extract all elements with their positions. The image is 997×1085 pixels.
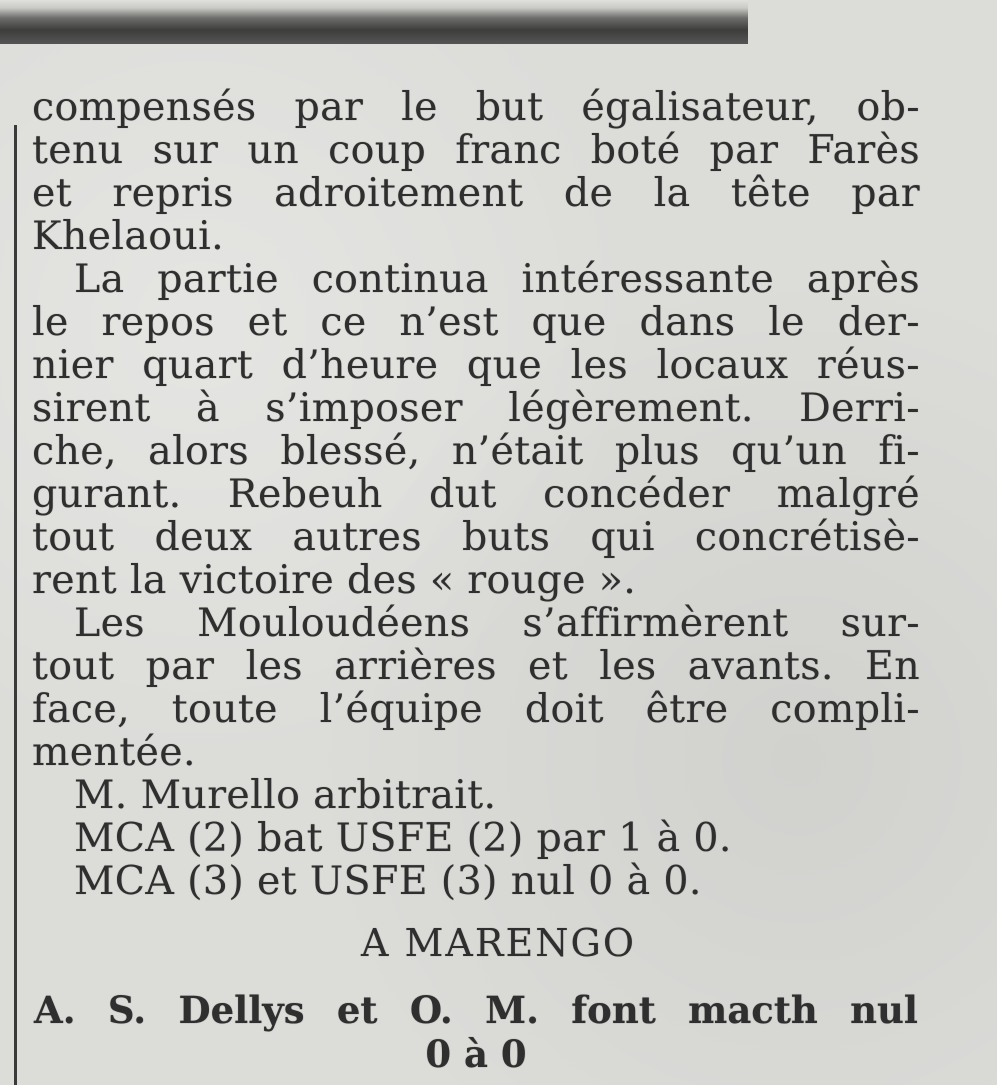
article-line: et repris adroitement de la tête par — [32, 170, 920, 216]
article-body — [32, 86, 920, 903]
article-line: Khelaoui. — [32, 213, 225, 259]
article-line: tout deux autres buts qui concrétisè- — [32, 514, 920, 560]
result-line: MCA (3) et USFE (3) nul 0 à 0. — [74, 858, 702, 904]
previous-article-dark-band — [0, 0, 748, 44]
article-line: sirent à s’imposer légèrement. Derri- — [32, 385, 920, 431]
article-line: che, alors blessé, n’était plus qu’un fi- — [32, 428, 920, 474]
article-line: mentée. — [32, 729, 196, 775]
article-line: tenu sur un coup franc boté par Farès — [32, 127, 920, 173]
article-line: compensés par le but égalisateur, ob- — [32, 84, 920, 130]
subheading-line: A. S. Dellys et O. M. font macth nul — [34, 988, 918, 1032]
article-line: rent la victoire des « rouge ». — [32, 557, 637, 603]
article-line: La partie continua intéressante après — [74, 256, 920, 302]
subheading-score: 0 à 0 — [425, 1032, 527, 1076]
paper-margin — [748, 0, 997, 44]
article-line: le repos et ce n’est que dans le der- — [32, 299, 920, 345]
article-line: face, toute l’équipe doit être compli- — [32, 686, 920, 732]
article-line: gurant. Rebeuh dut concéder malgré — [32, 471, 920, 517]
referee-line: M. Murello arbitrait. — [74, 772, 497, 818]
section-heading: A MARENGO — [361, 921, 636, 965]
match-subheading — [34, 988, 918, 1076]
article-line: Les Mouloudéens s’affirmèrent sur- — [74, 600, 920, 646]
article-line: tout par les arrières et les avants. En — [32, 643, 920, 689]
article-line: nier quart d’heure que les locaux réus- — [32, 342, 920, 388]
result-line: MCA (2) bat USFE (2) par 1 à 0. — [74, 815, 732, 861]
